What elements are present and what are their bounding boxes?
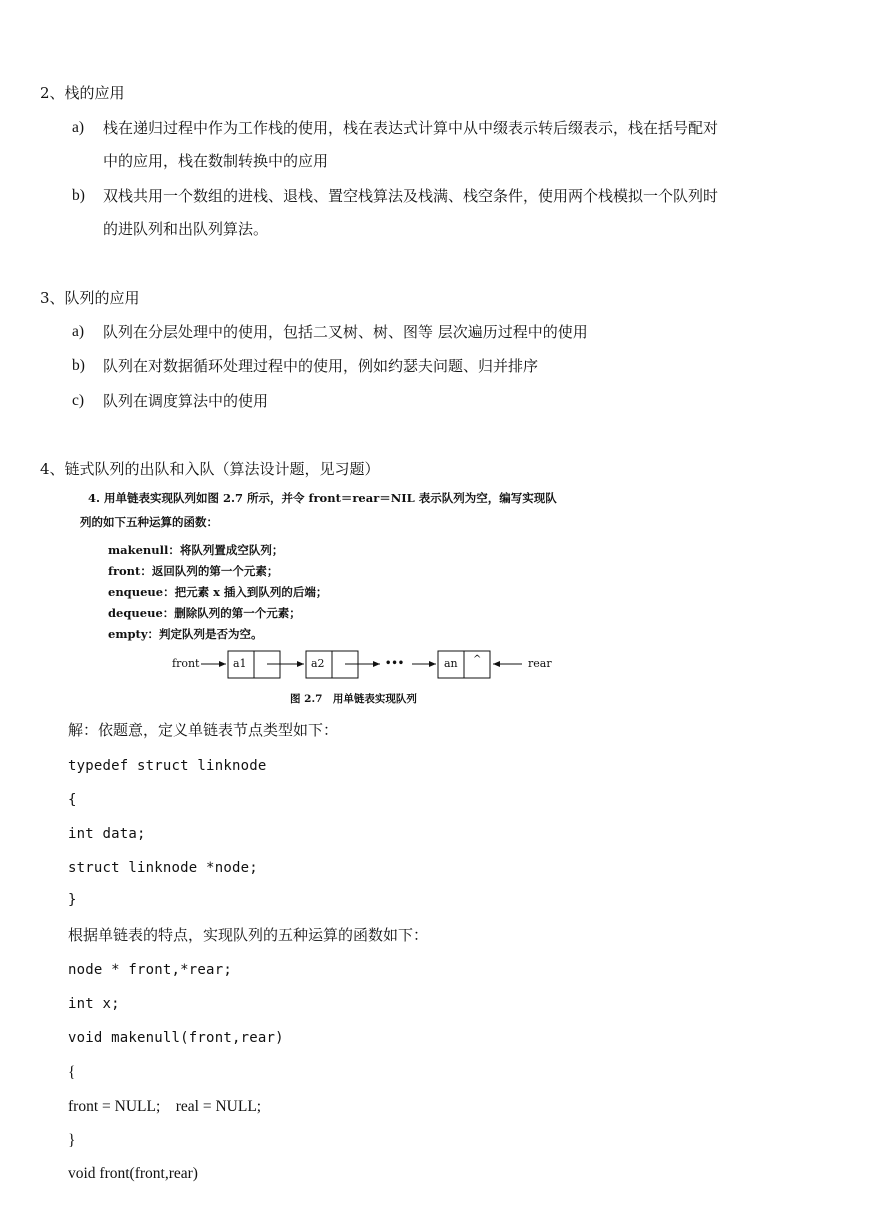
op-enqueue: enqueue：把元素 x 插入到队列的后端； [108,585,328,599]
item-text: 队列在分层处理中的使用，包括二叉树、树、图等 层次遍历过程中的使用 [103,323,588,341]
item-label: a) [72,119,85,136]
code-line: void front(front,rear) [68,1165,198,1182]
item-text: 队列在调度算法中的使用 [103,392,269,410]
op-makenull: makenull：将队列置成空队列； [108,543,284,557]
code-line: void makenull(front,rear) [68,1030,284,1046]
section-2-heading: 2、栈的应用 [40,84,125,102]
item-text: 双栈共用一个数组的进栈、退栈、置空栈算法及栈满、栈空条件，使用两个栈模拟一个队列时 [103,187,719,205]
code-line: struct linknode *node; [68,860,258,876]
code-line: int data; [68,826,146,842]
item-label: b) [72,357,85,374]
op-dequeue: dequeue：删除队列的第一个元素； [108,606,301,620]
solution-mid-text: 根据单链表的特点，实现队列的五种运算的函数如下： [68,926,429,944]
code-line: { [68,1064,76,1081]
solution-intro: 解：依题意，定义单链表节点类型如下： [68,721,339,739]
section-2-item-a-cont: 中的应用，栈在数制转换中的应用 [103,152,329,170]
front-label: front [172,657,200,670]
problem-statement-line2: 列的如下五种运算的函数： [80,515,218,529]
op-empty: empty：判定队列是否为空。 [108,627,263,641]
item-label: c) [72,392,85,409]
section-2-item-b-cont: 的进队列和出队列算法。 [103,220,269,238]
code-line: front = NULL; real = NULL; [68,1098,262,1115]
figure-caption: 图 2.7 用单链表实现队列 [290,693,417,705]
linked-list-diagram [80,488,680,710]
code-line: { [68,792,77,808]
code-line: node * front,*rear; [68,962,232,978]
ellipsis-label: ••• [385,658,405,669]
node-an-label: an [444,657,458,670]
section-4-heading: 4、链式队列的出队和入队（算法设计题，见习题） [40,460,380,478]
code-line: typedef struct linknode [68,758,267,774]
rear-label: rear [528,657,552,670]
code-line: } [68,1132,76,1149]
op-front: front：返回队列的第一个元素； [108,564,279,578]
null-pointer-mark: ^ [473,654,482,665]
code-line: int x; [68,996,120,1012]
node-a2-label: a2 [311,657,325,670]
code-line: } [68,892,77,908]
item-label: b) [72,187,85,204]
item-text: 栈在递归过程中作为工作栈的使用，栈在表达式计算中从中缀表示转后缀表示，栈在括号配对 [103,119,719,137]
node-a1-label: a1 [233,657,247,670]
section-3-heading: 3、队列的应用 [40,289,140,307]
problem-statement-line1: 4. 用单链表实现队列如图 2.7 所示，并令 front＝rear＝NIL 表示队列为空，编写实现队 [88,491,557,505]
item-label: a) [72,323,85,340]
item-text: 队列在对数据循环处理过程中的使用，例如约瑟夫问题、归并排序 [103,357,539,375]
textbook-figure [80,488,680,710]
